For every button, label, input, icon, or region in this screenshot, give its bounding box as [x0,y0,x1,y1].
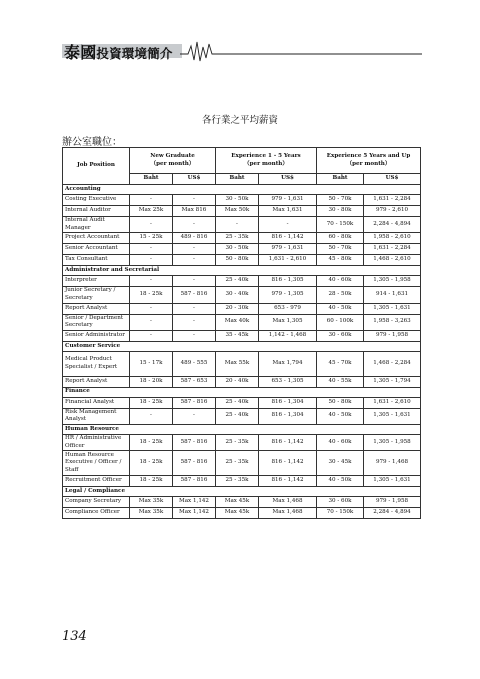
salary-table [62,147,421,519]
table-row [63,206,421,217]
salary-cell: 587 - 816 [173,451,216,476]
salary-cell: 45 - 70k [317,351,364,376]
brand-title-large: 泰國 [64,43,97,62]
salary-cell: 489 - 816 [173,233,216,244]
salary-cell: 30 - 40k [216,287,259,303]
salary-cell: - [173,314,216,330]
salary-cell: - [130,303,173,314]
salary-cell: 30 - 80k [317,206,364,217]
job-position-cell: Internal Auditor [63,206,130,217]
salary-cell: 587 - 653 [173,376,216,387]
salary-cell: Max 1,468 [259,496,317,507]
salary-cell: Max 1,631 [259,206,317,217]
salary-cell: 979 - 1,631 [259,195,317,206]
salary-cell: 18 - 25k [130,434,173,450]
salary-cell: - [130,314,173,330]
category-row [63,486,421,496]
salary-cell: 1,468 - 2,610 [364,255,421,266]
salary-cell: - [173,244,216,255]
category-label: Administrator and Secretarial [63,266,421,276]
salary-cell: 1,631 - 2,284 [364,244,421,255]
salary-cell: Max 40k [216,314,259,330]
salary-cell: Max 35k [130,496,173,507]
brand-title [64,40,173,63]
category-row [63,266,421,276]
salary-cell: 914 - 1,631 [364,287,421,303]
salary-cell: 1,305 - 1,631 [364,475,421,486]
job-position-cell: Report Analyst [63,376,130,387]
salary-cell: - [173,276,216,287]
salary-cell: 60 - 100k [317,314,364,330]
salary-cell: 2,284 - 4,894 [364,217,421,233]
salary-cell: 816 - 1,142 [259,451,317,476]
salary-cell: 40 - 50k [317,408,364,424]
table-row [63,507,421,518]
salary-cell: 15 - 25k [130,233,173,244]
job-position-cell: Tax Consultant [63,255,130,266]
salary-cell: Max 1,305 [259,314,317,330]
salary-cell: 587 - 816 [173,287,216,303]
salary-cell: 1,305 - 1,631 [364,408,421,424]
salary-cell: Max 25k [130,206,173,217]
table-row [63,255,421,266]
brand-title-small: 投資環境簡介 [96,46,173,61]
salary-cell: 979 - 2,610 [364,206,421,217]
salary-cell: Max 55k [216,351,259,376]
currency-header: Baht [216,174,259,185]
salary-cell: 1,958 - 2,610 [364,233,421,244]
salary-cell: - [130,244,173,255]
page-title: 各行業之平均薪資 [201,115,278,126]
salary-cell: 816 - 1,304 [259,408,317,424]
salary-cell: Max 45k [216,496,259,507]
salary-cell: 20 - 30k [216,303,259,314]
salary-cell: 1,631 - 2,610 [364,397,421,408]
salary-cell: 50 - 80k [317,397,364,408]
salary-table-body [63,185,421,519]
page-number: 134 [62,629,87,644]
salary-cell: Max 816 [173,206,216,217]
job-position-cell: Senior Accountant [63,244,130,255]
job-position-cell: Senior / Department Secretary [63,314,130,330]
group-subtitle: （per month） [346,160,391,167]
salary-cell: 40 - 60k [317,276,364,287]
salary-cell: Max 1,142 [173,507,216,518]
salary-cell: - [259,217,317,233]
job-position-cell: Financial Analyst [63,397,130,408]
group-title: Experience 5 Years and Up [326,152,411,159]
salary-cell: 653 - 979 [259,303,317,314]
salary-cell: 979 - 1,958 [364,330,421,341]
salary-cell: 18 - 25k [130,287,173,303]
salary-cell: - [173,255,216,266]
salary-cell: 28 - 50k [317,287,364,303]
salary-cell: - [173,330,216,341]
group-header-experience-5-up [317,148,421,174]
job-position-cell: Senior Administrator [63,330,130,341]
table-row [63,451,421,476]
salary-cell: 25 - 35k [216,233,259,244]
job-position-cell: Junior Secretary / Secretary [63,287,130,303]
salary-cell: Max 35k [130,507,173,518]
table-header-row [63,148,421,174]
salary-cell: 40 - 55k [317,376,364,387]
salary-cell: - [130,195,173,206]
category-label: Accounting [63,185,421,195]
salary-cell: 18 - 25k [130,475,173,486]
heartbeat-line-icon [180,38,422,64]
salary-cell: 1,305 - 1,958 [364,434,421,450]
category-row [63,185,421,195]
salary-cell: Max 1,142 [173,496,216,507]
salary-cell: 20 - 40k [216,376,259,387]
salary-cell: 489 - 555 [173,351,216,376]
currency-header: Baht [317,174,364,185]
salary-cell: 816 - 1,305 [259,276,317,287]
salary-cell: 979 - 1,468 [364,451,421,476]
salary-cell: 816 - 1,304 [259,397,317,408]
currency-header: US$ [173,174,216,185]
salary-cell: 70 - 150k [317,217,364,233]
currency-header: US$ [364,174,421,185]
category-label: Human Resource [63,424,421,434]
salary-cell: Max 45k [216,507,259,518]
salary-cell: 30 - 60k [317,496,364,507]
salary-cell: 35 - 45k [216,330,259,341]
group-subtitle: （per month） [244,160,288,167]
salary-cell: 30 - 60k [317,330,364,341]
salary-cell: 15 - 17k [130,351,173,376]
salary-cell: 25 - 40k [216,397,259,408]
table-row [63,330,421,341]
salary-cell: 1,631 - 2,284 [364,195,421,206]
salary-cell: 18 - 20k [130,376,173,387]
salary-cell: 30 - 50k [216,195,259,206]
salary-cell: 50 - 70k [317,244,364,255]
table-row [63,314,421,330]
table-row [63,244,421,255]
salary-cell: 30 - 45k [317,451,364,476]
group-title: Experience 1 - 5 Years [231,152,301,159]
category-label: Legal / Compliance [63,486,421,496]
table-row [63,303,421,314]
table-row [63,217,421,233]
salary-cell: 45 - 80k [317,255,364,266]
job-position-cell: Project Accountant [63,233,130,244]
salary-cell: - [130,276,173,287]
salary-cell: 25 - 40k [216,276,259,287]
salary-cell: 1,305 - 1,958 [364,276,421,287]
job-position-header: Job Position [63,148,130,185]
group-subtitle: （per month） [150,160,195,167]
salary-cell: - [173,195,216,206]
salary-cell: - [173,408,216,424]
group-header-experience-1-5 [216,148,317,174]
salary-cell: - [216,217,259,233]
job-position-cell: Compliance Officer [63,507,130,518]
page-header [62,38,422,64]
salary-cell: 587 - 816 [173,475,216,486]
salary-cell: 1,468 - 2,284 [364,351,421,376]
table-row [63,287,421,303]
salary-cell: - [173,303,216,314]
salary-cell: 40 - 60k [317,434,364,450]
salary-cell: 1,142 - 1,468 [259,330,317,341]
category-row [63,424,421,434]
salary-cell: 816 - 1,142 [259,475,317,486]
job-position-cell: Report Analyst [63,303,130,314]
job-position-cell: Interpreter [63,276,130,287]
table-row [63,195,421,206]
section-heading: 辦公室職位： [62,137,122,148]
category-row [63,341,421,351]
salary-cell: - [173,217,216,233]
job-position-cell: Human Resource Executive / Officer / Staff [63,451,130,476]
salary-cell: 50 - 70k [317,195,364,206]
salary-cell: 816 - 1,142 [259,434,317,450]
salary-cell: 18 - 25k [130,397,173,408]
job-position-cell: Company Secretary [63,496,130,507]
table-row [63,408,421,424]
group-header-new-graduate [130,148,216,174]
salary-cell: 587 - 816 [173,397,216,408]
currency-header: Baht [130,174,173,185]
salary-cell: - [130,255,173,266]
salary-cell: 25 - 40k [216,408,259,424]
job-position-cell: HR / Administrative Officer [63,434,130,450]
salary-cell: 1,305 - 1,631 [364,303,421,314]
salary-cell: 25 - 35k [216,451,259,476]
salary-cell: - [130,330,173,341]
job-position-cell: Internal Audit Manager [63,217,130,233]
salary-cell: 1,631 - 2,610 [259,255,317,266]
table-row [63,233,421,244]
salary-cell: 816 - 1,142 [259,233,317,244]
job-position-cell: Costing Executive [63,195,130,206]
salary-cell: 979 - 1,958 [364,496,421,507]
salary-cell: 653 - 1,305 [259,376,317,387]
category-label: Finance [63,387,421,397]
table-row [63,397,421,408]
salary-cell: 70 - 150k [317,507,364,518]
salary-cell: Max 1,794 [259,351,317,376]
salary-cell: - [130,217,173,233]
salary-cell: 25 - 35k [216,475,259,486]
salary-cell: Max 50k [216,206,259,217]
salary-cell: 60 - 80k [317,233,364,244]
category-row [63,387,421,397]
salary-cell: 979 - 1,631 [259,244,317,255]
currency-header: US$ [259,174,317,185]
salary-cell: Max 1,468 [259,507,317,518]
salary-cell: 18 - 25k [130,451,173,476]
salary-cell: 25 - 35k [216,434,259,450]
salary-cell: 50 - 80k [216,255,259,266]
salary-cell: 1,958 - 3,263 [364,314,421,330]
salary-cell: - [130,408,173,424]
table-row [63,351,421,376]
table-row [63,496,421,507]
salary-cell: 1,305 - 1,794 [364,376,421,387]
table-row [63,376,421,387]
job-position-cell: Medical Product Specialist / Expert [63,351,130,376]
table-row [63,434,421,450]
table-row [63,475,421,486]
job-position-cell: Risk Management Analyst [63,408,130,424]
salary-cell: 30 - 50k [216,244,259,255]
salary-cell: 979 - 1,305 [259,287,317,303]
salary-cell: 587 - 816 [173,434,216,450]
category-label: Customer Service [63,341,421,351]
salary-cell: 40 - 50k [317,303,364,314]
job-position-cell: Recruitment Officer [63,475,130,486]
salary-cell: 40 - 50k [317,475,364,486]
group-title: New Graduate [150,152,195,159]
salary-cell: 2,284 - 4,894 [364,507,421,518]
table-row [63,276,421,287]
